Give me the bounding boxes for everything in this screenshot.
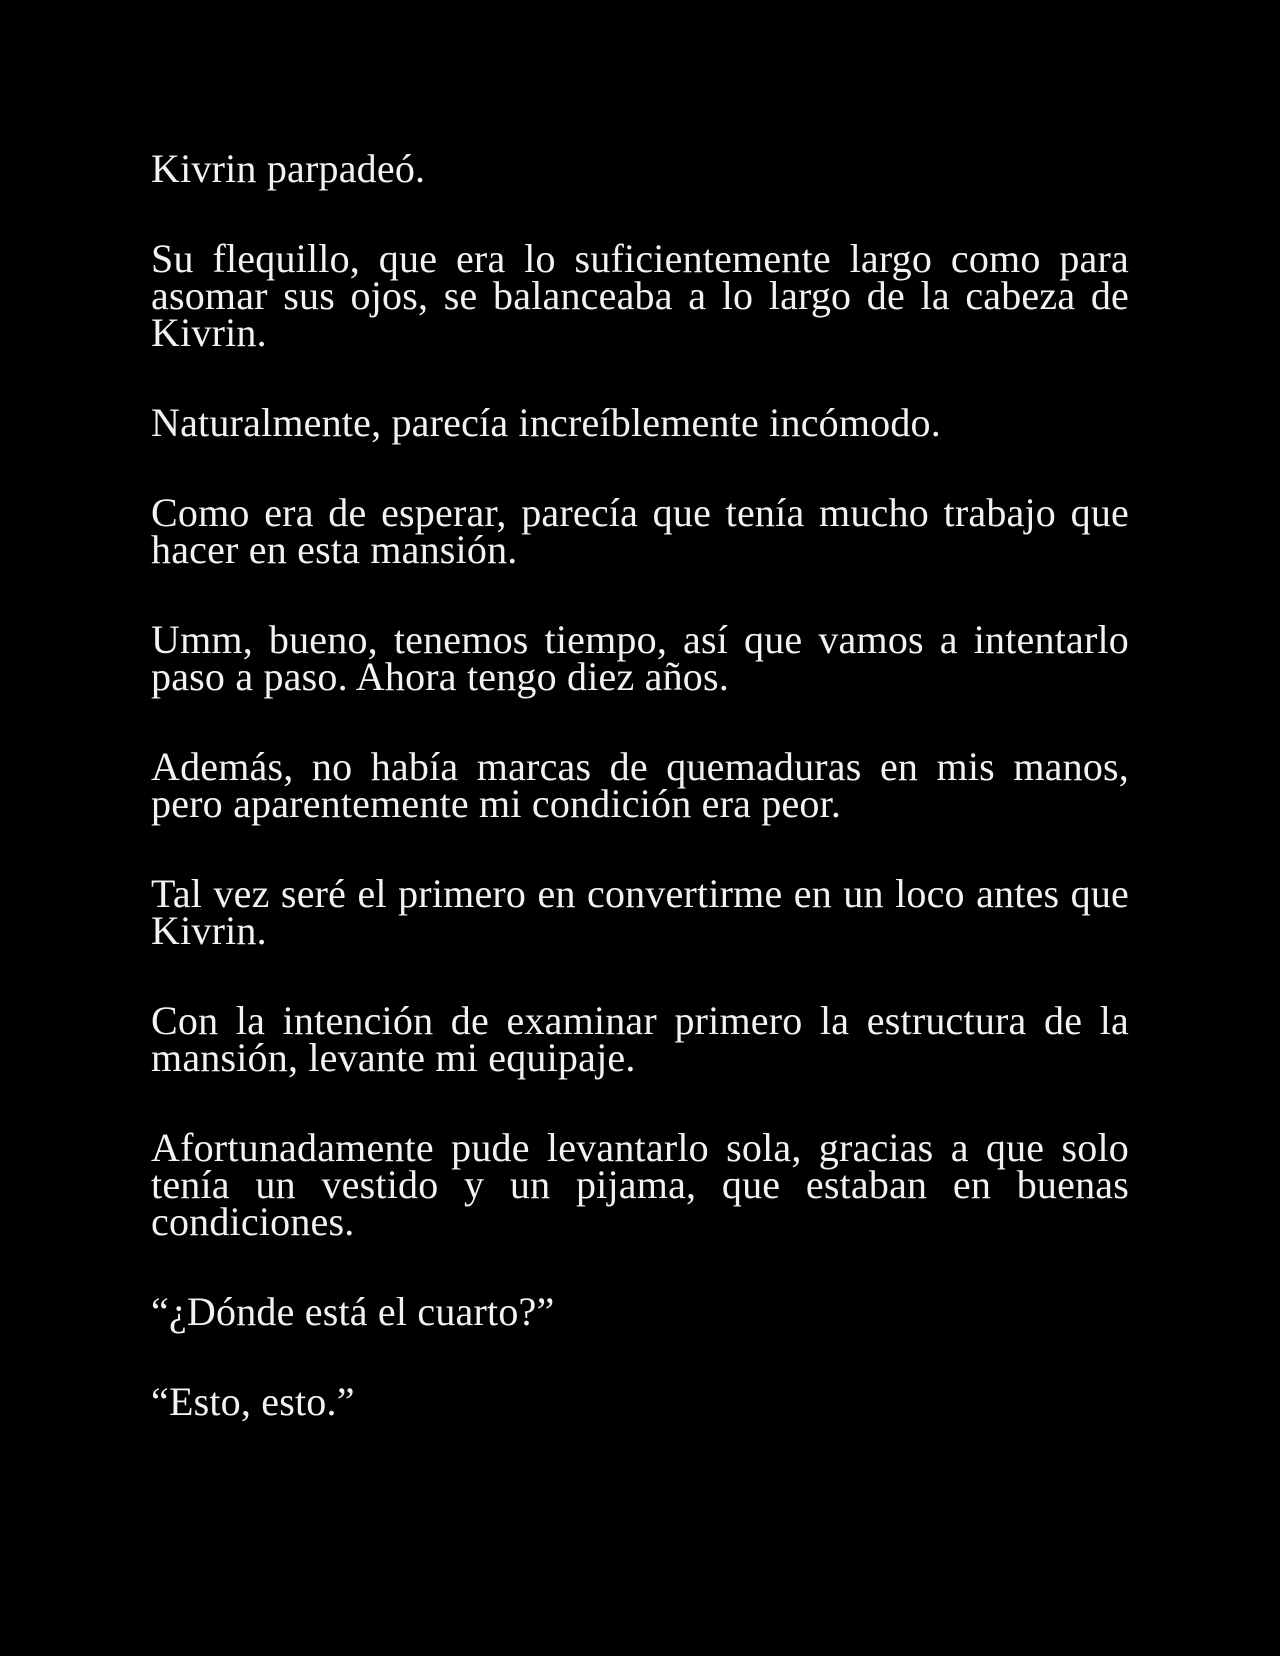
paragraph: Umm, bueno, tenemos tiempo, así que vamos a intentarlo paso a paso. Ahora tengo diez años. (151, 617, 1129, 699)
paragraph: Como era de esperar, parecía que tenía mucho trabajo que hacer en esta mansión. (151, 490, 1129, 572)
paragraph: Además, no había marcas de quemaduras en mis manos, pero aparentemente mi condición era peor. (151, 744, 1129, 826)
paragraph: Kivrin parpadeó. (151, 146, 426, 191)
paragraph: “Esto, esto.” (151, 1379, 355, 1424)
paragraph: Tal vez seré el primero en convertirme en un loco antes que Kivrin. (151, 871, 1129, 953)
paragraph: Con la intención de examinar primero la estructura de la mansión, levante mi equipaje. (151, 998, 1129, 1080)
paragraph: Naturalmente, parecía increíblemente incómodo. (151, 400, 941, 445)
document-body (151, 146, 1129, 1473)
paragraph: Su flequillo, que era lo suficientemente largo como para asomar sus ojos, se balanceaba a lo largo de la cabeza de Kivrin. (151, 236, 1129, 355)
paragraph: Afortunadamente pude levantarlo sola, gracias a que solo tenía un vestido y un pijama, que estaban en buenas condiciones. (151, 1125, 1129, 1244)
paragraph: “¿Dónde está el cuarto?” (151, 1289, 555, 1334)
